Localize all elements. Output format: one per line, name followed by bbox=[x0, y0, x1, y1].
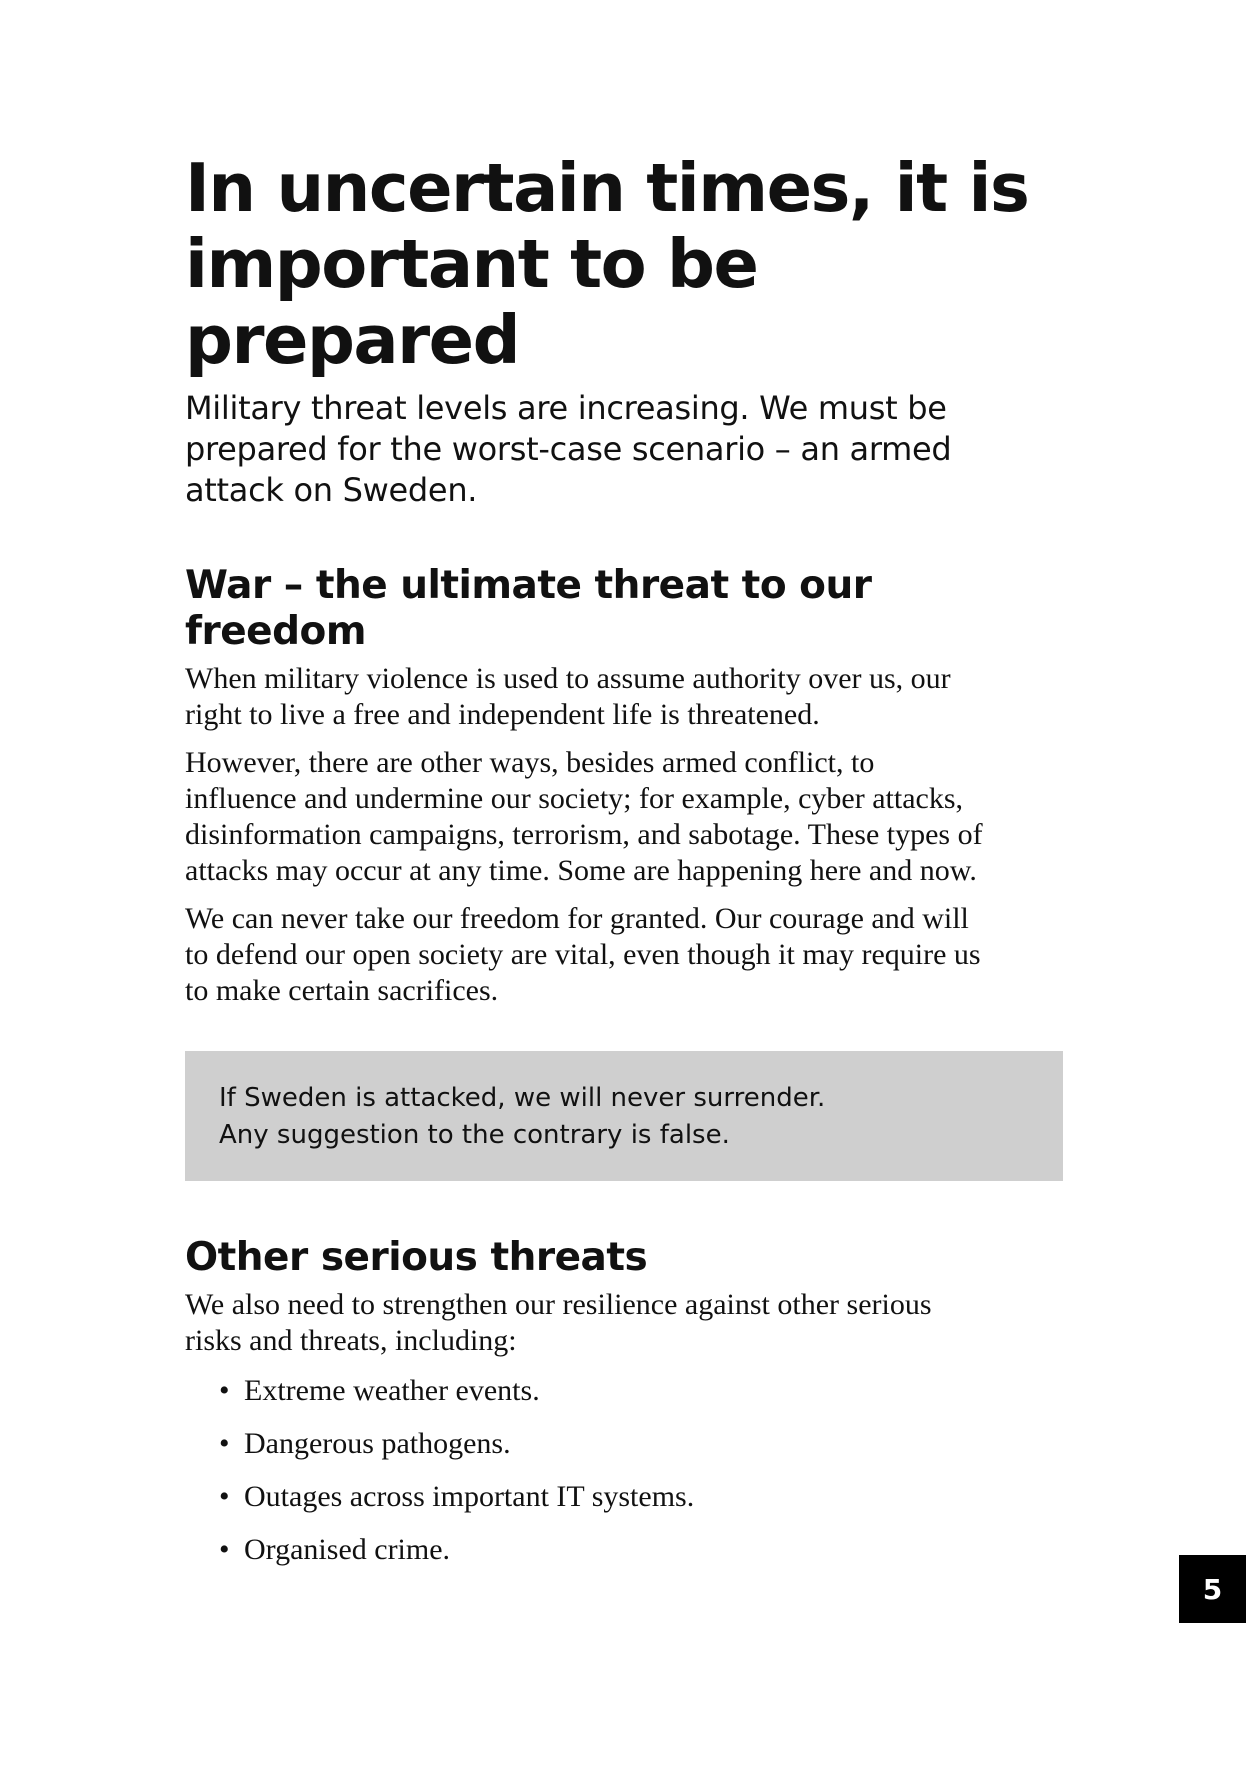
callout-line: Any suggestion to the contrary is false. bbox=[219, 1120, 730, 1150]
other-threats-paragraph bbox=[185, 1287, 1065, 1359]
paragraph-line: influence and undermine our society; for example, cyber attacks, bbox=[185, 782, 964, 815]
paragraph-line: to defend our open society are vital, even though it may require us bbox=[185, 938, 981, 971]
page-title bbox=[185, 150, 1065, 378]
paragraph-line: We also need to strengthen our resilience against other serious bbox=[185, 1288, 932, 1321]
list-item-text: Organised crime. bbox=[244, 1533, 451, 1566]
bullet-icon: • bbox=[219, 1374, 230, 1407]
page-title-line: In uncertain times, it is bbox=[185, 149, 1029, 227]
war-paragraph-2 bbox=[185, 745, 1065, 889]
list-item bbox=[219, 1532, 1065, 1568]
intro-text bbox=[185, 388, 1065, 511]
paragraph-line: to make certain sacrifices. bbox=[185, 974, 499, 1007]
intro-line: Military threat levels are increasing. We must be bbox=[185, 389, 947, 427]
list-item-text: Dangerous pathogens. bbox=[244, 1427, 511, 1460]
page-title-line: important to be prepared bbox=[185, 225, 758, 379]
page-content bbox=[185, 150, 1065, 1585]
intro-line: attack on Sweden. bbox=[185, 471, 478, 509]
list-item bbox=[219, 1479, 1065, 1515]
list-item bbox=[219, 1373, 1065, 1409]
paragraph-line: We can never take our freedom for granted. Our courage and will bbox=[185, 902, 969, 935]
paragraph-line: attacks may occur at any time. Some are happening here and now. bbox=[185, 854, 977, 887]
war-paragraph-3 bbox=[185, 901, 1065, 1009]
page-number-badge bbox=[1179, 1555, 1246, 1623]
page-number: 5 bbox=[1202, 1572, 1223, 1606]
bullet-icon: • bbox=[219, 1533, 230, 1566]
paragraph-line: However, there are other ways, besides armed conflict, to bbox=[185, 746, 875, 779]
other-threats-heading: Other serious threats bbox=[185, 1235, 648, 1280]
paragraph-line: disinformation campaigns, terrorism, and sabotage. These types of bbox=[185, 818, 983, 851]
callout-line: If Sweden is attacked, we will never surrender. bbox=[219, 1083, 826, 1113]
paragraph-line: right to live a free and independent life is threatened. bbox=[185, 698, 820, 731]
list-item bbox=[219, 1426, 1065, 1462]
paragraph-line: risks and threats, including: bbox=[185, 1324, 517, 1357]
paragraph-line: When military violence is used to assume authority over us, our bbox=[185, 662, 951, 695]
war-section-heading: War – the ultimate threat to our freedom bbox=[185, 563, 872, 654]
bullet-icon: • bbox=[219, 1427, 230, 1460]
callout-box bbox=[185, 1051, 1063, 1181]
intro-line: prepared for the worst-case scenario – an armed bbox=[185, 430, 952, 468]
war-paragraph-1 bbox=[185, 661, 1065, 733]
bullet-icon: • bbox=[219, 1480, 230, 1513]
threats-list bbox=[185, 1373, 1065, 1568]
list-item-text: Outages across important IT systems. bbox=[244, 1480, 695, 1513]
list-item-text: Extreme weather events. bbox=[244, 1374, 540, 1407]
